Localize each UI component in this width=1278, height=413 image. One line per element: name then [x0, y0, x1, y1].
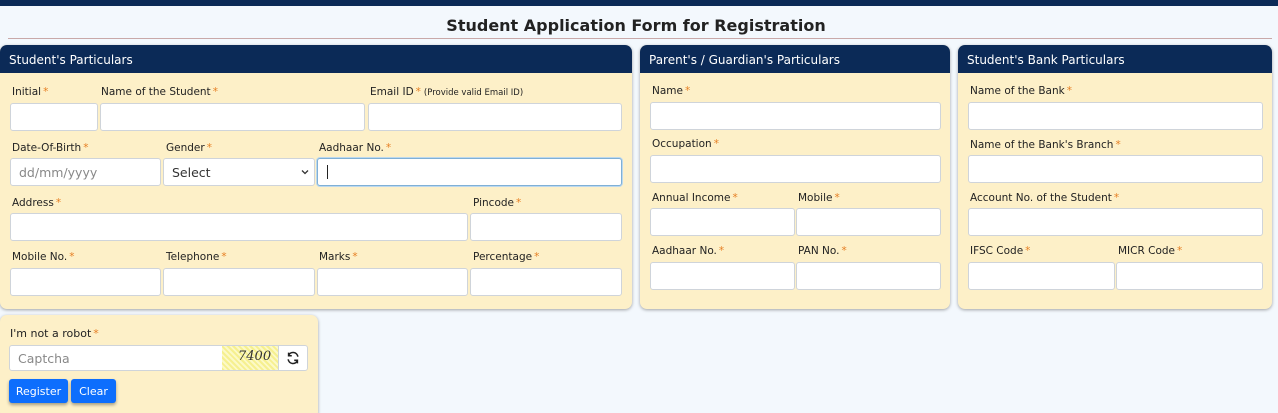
email-input[interactable]: [368, 103, 622, 131]
refresh-icon: [286, 351, 300, 365]
student-name-label: Name of the Student *: [101, 86, 218, 98]
micr-input[interactable]: [1116, 262, 1263, 290]
pan-label: PAN No. *: [798, 245, 847, 257]
aadhaar-label: Aadhaar No. *: [319, 142, 392, 154]
pincode-input[interactable]: [470, 213, 622, 241]
required-marker: *: [83, 142, 89, 154]
initial-input[interactable]: [10, 103, 98, 131]
required-marker: *: [534, 251, 540, 263]
percentage-label: Percentage *: [473, 251, 540, 263]
telephone-label: Telephone *: [166, 251, 227, 263]
percentage-input[interactable]: [470, 268, 622, 296]
parent-aadhaar-label: Aadhaar No. *: [652, 245, 725, 257]
parent-mobile-label: Mobile *: [798, 192, 840, 204]
title-divider: [8, 38, 1272, 39]
ifsc-input[interactable]: [968, 262, 1115, 290]
required-marker: *: [212, 86, 218, 98]
student-name-input[interactable]: [100, 103, 365, 131]
account-label: Account No. of the Student *: [970, 192, 1120, 204]
parent-name-label: Name *: [652, 85, 691, 97]
required-marker: *: [69, 251, 75, 263]
clear-button[interactable]: Clear: [71, 379, 116, 403]
marks-input[interactable]: [317, 268, 468, 296]
required-marker: *: [1113, 192, 1120, 204]
address-label: Address *: [12, 197, 62, 209]
annual-income-input[interactable]: [650, 208, 795, 236]
bank-panel-heading: Student's Bank Particulars: [958, 45, 1272, 73]
required-marker: *: [1115, 139, 1121, 151]
micr-label: MICR Code *: [1118, 245, 1183, 257]
annual-income-label: Annual Income *: [652, 192, 738, 204]
parent-panel-heading: Parent's / Guardian's Particulars: [640, 45, 950, 73]
pan-input[interactable]: [796, 262, 941, 290]
bank-name-input[interactable]: [968, 102, 1263, 130]
dob-label: Date-Of-Birth *: [12, 142, 89, 154]
aadhaar-input[interactable]: [317, 158, 622, 186]
required-marker: *: [732, 192, 738, 204]
chevron-down-icon: [301, 168, 309, 176]
required-marker: *: [1177, 245, 1183, 257]
register-button[interactable]: Register: [9, 379, 68, 403]
required-marker: *: [385, 142, 392, 154]
mobile-input[interactable]: [10, 268, 161, 296]
robot-label: I'm not a robot *: [10, 327, 99, 340]
marks-label: Marks *: [319, 251, 358, 263]
required-marker: *: [713, 138, 719, 150]
top-bar: [0, 0, 1278, 6]
required-marker: *: [1025, 245, 1031, 257]
pincode-label: Pincode *: [473, 197, 522, 209]
required-marker: *: [516, 197, 522, 209]
required-marker: *: [718, 245, 725, 257]
dob-input[interactable]: [10, 158, 161, 186]
text-caret: [327, 165, 328, 179]
required-marker: *: [93, 327, 99, 340]
required-marker: *: [1066, 85, 1072, 97]
required-marker: *: [684, 85, 691, 97]
captcha-placeholder: Captcha: [18, 351, 70, 366]
student-panel-heading: Student's Particulars: [0, 45, 632, 73]
bank-name-label: Name of the Bank *: [970, 85, 1072, 97]
email-label: Email ID * (Provide valid Email ID): [370, 86, 524, 98]
parent-mobile-input[interactable]: [796, 208, 941, 236]
required-marker: *: [43, 86, 49, 98]
gender-select[interactable]: [163, 158, 315, 186]
address-input[interactable]: [10, 213, 468, 241]
branch-input[interactable]: [968, 155, 1263, 183]
parent-name-input[interactable]: [650, 102, 941, 130]
required-marker: *: [834, 192, 840, 204]
captcha-image: 7400: [222, 346, 278, 370]
required-marker: *: [352, 251, 358, 263]
occupation-input[interactable]: [650, 155, 941, 183]
mobile-label: Mobile No. *: [12, 251, 75, 263]
branch-label: Name of the Bank's Branch *: [970, 139, 1121, 151]
telephone-input[interactable]: [163, 268, 315, 296]
parent-aadhaar-input[interactable]: [650, 262, 795, 290]
gender-selected-value: Select: [172, 165, 211, 180]
required-marker: *: [206, 142, 212, 154]
page-title: Student Application Form for Registration: [446, 16, 826, 35]
required-marker: *: [841, 245, 847, 257]
occupation-label: Occupation *: [652, 138, 719, 150]
required-marker: *: [221, 251, 227, 263]
gender-label: Gender *: [166, 142, 212, 154]
initial-label: Initial *: [12, 86, 49, 98]
captcha-input[interactable]: [10, 346, 222, 370]
dob-placeholder: dd/mm/yyyy: [19, 165, 98, 180]
email-hint: (Provide valid Email ID): [423, 88, 524, 98]
required-marker: *: [415, 86, 421, 98]
captcha-refresh-button[interactable]: [278, 346, 307, 370]
ifsc-label: IFSC Code *: [970, 245, 1031, 257]
required-marker: *: [55, 197, 62, 209]
account-input[interactable]: [968, 208, 1263, 236]
